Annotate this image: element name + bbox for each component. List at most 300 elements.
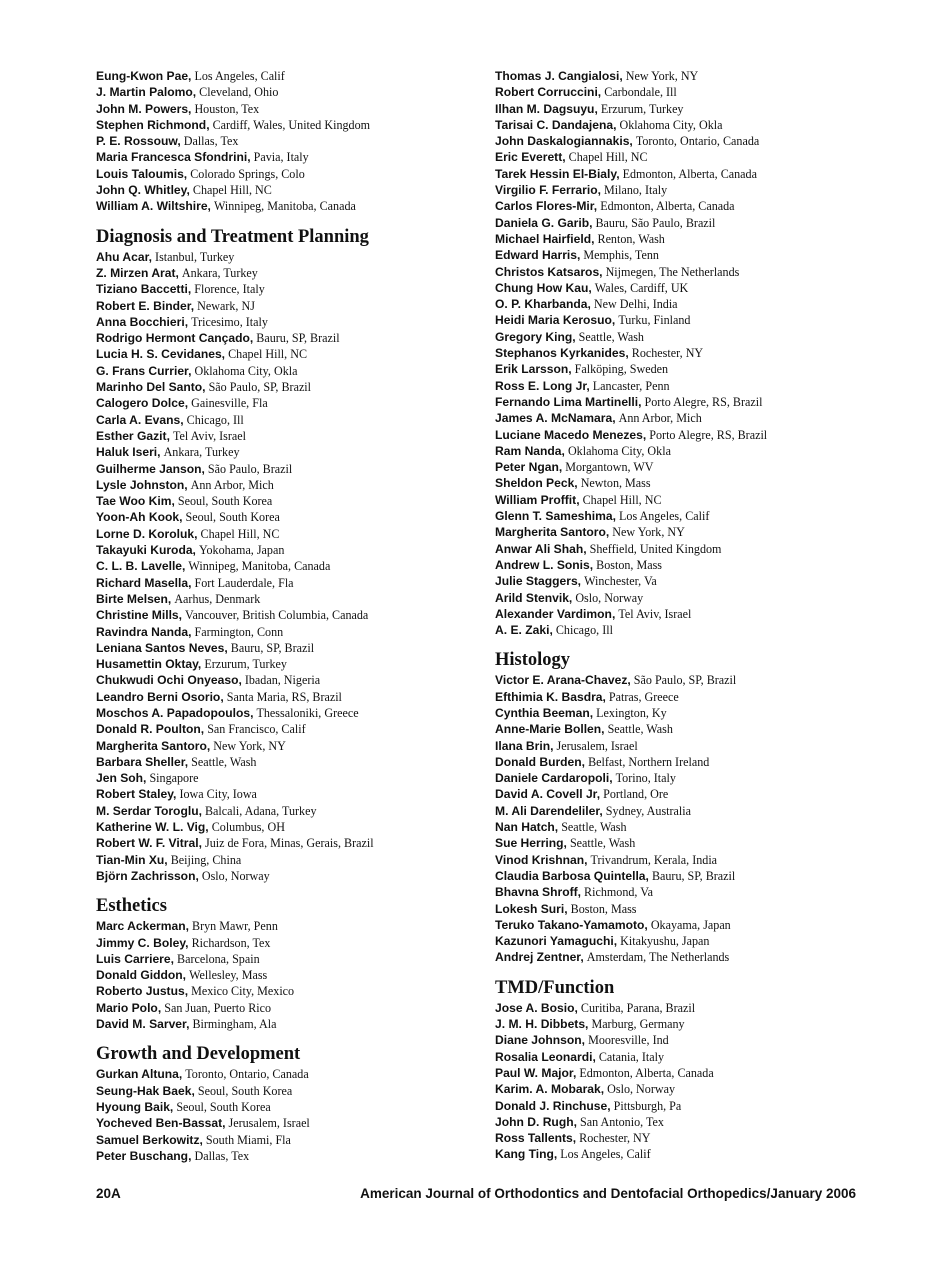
reviewer-entry [96,1000,481,1016]
reviewer-name: Michael Hairfield, [495,231,595,246]
reviewer-entry [495,835,895,851]
reviewer-entry [495,1098,895,1114]
reviewer-section [495,966,895,1163]
reviewer-name: Ahu Acar, [96,249,153,264]
reviewer-location: Lancaster, Penn [592,378,670,393]
reviewer-entry [96,1083,481,1099]
reviewer-name: Victor E. Arana-Chavez, [495,673,631,688]
reviewer-entry [96,314,481,330]
reviewer-location: Wales, Cardiff, UK [594,280,689,295]
reviewer-location: Dallas, Tex [194,1148,250,1163]
reviewer-entry [96,656,481,672]
reviewer-location: Tel Aviv, Israel [172,428,247,443]
reviewer-name: Karim. A. Mobarak, [495,1082,605,1097]
reviewer-location: Curitiba, Parana, Brazil [580,1000,696,1015]
reviewer-location: Santa Maria, RS, Brazil [226,689,342,704]
reviewer-entry [495,1146,895,1162]
reviewer-name: Tarisai C. Dandajena, [495,117,617,132]
reviewer-name: Alexander Vardimon, [495,606,616,621]
reviewer-name: Ravindra Nanda, [96,624,192,639]
reviewer-location: Farmington, Conn [194,624,284,639]
reviewer-entry [495,1081,895,1097]
reviewer-location: Barcelona, Spain [177,951,260,966]
reviewer-entry [96,1115,481,1131]
reviewer-name: Mario Polo, [96,1000,162,1015]
reviewer-location: Chicago, Ill [186,412,244,427]
reviewer-entry [96,738,481,754]
reviewer-location: Seoul, South Korea [197,1083,293,1098]
reviewer-name: Samuel Berkowitz, [96,1132,203,1147]
reviewer-entry [96,198,481,214]
reviewer-location: Ann Arbor, Mich [618,411,702,426]
reviewer-location: Florence, Italy [194,282,265,297]
reviewer-entry [495,819,895,835]
reviewer-entry [495,280,895,296]
reviewer-name: Jen Soh, [96,771,147,786]
reviewer-name: Leandro Berni Osorio, [96,689,224,704]
reviewer-entry [495,182,895,198]
reviewer-name: Anwar Ali Shah, [495,541,587,556]
reviewer-location: Chapel Hill, NC [568,150,648,165]
reviewer-entry [495,884,895,900]
reviewer-location: Colorado Springs, Colo [190,166,305,181]
reviewer-location: Wellesley, Mass [189,968,268,983]
reviewer-name: Virgilio F. Ferrario, [495,183,601,198]
reviewer-name: Teruko Takano-Yamamoto, [495,917,648,932]
reviewer-name: Chukwudi Ochi Onyeaso, [96,673,242,688]
left-column [96,68,481,1164]
reviewer-entry [495,852,895,868]
reviewer-name: Carla A. Evans, [96,412,184,427]
reviewer-location: Seoul, South Korea [185,510,280,525]
reviewer-entry [495,84,895,100]
reviewer-name: Moschos A. Papadopoulos, [96,705,254,720]
reviewer-location: New York, NY [213,738,286,753]
reviewer-name: Peter Buschang, [96,1148,192,1163]
reviewer-location: Okayama, Japan [650,917,731,932]
reviewer-location: Erzurum, Turkey [600,101,684,116]
reviewer-name: John Q. Whitley, [96,183,190,198]
reviewer-section [96,1032,481,1164]
reviewer-entry [495,68,895,84]
reviewer-name: Ilana Brin, [495,738,554,753]
reviewer-entry [495,738,895,754]
reviewer-location: Jerusalem, Israel [556,738,638,753]
page-number: 20A [96,1186,121,1201]
reviewer-name: Donald J. Rinchuse, [495,1098,611,1113]
reviewer-location: Mexico City, Mexico [191,984,295,999]
reviewer-entry [96,298,481,314]
reviewer-entry [96,149,481,165]
reviewer-entry [96,591,481,607]
reviewer-name: Anne-Marie Bollen, [495,722,605,737]
reviewer-name: James A. McNamara, [495,411,616,426]
reviewer-entry [96,983,481,999]
reviewer-name: Rodrigo Hermont Cançado, [96,331,254,346]
reviewer-location: Portland, Ore [603,787,669,802]
reviewer-entry [96,461,481,477]
reviewer-location: Renton, Wash [597,231,665,246]
reviewer-name: Barbara Sheller, [96,754,189,769]
reviewer-location: Newton, Mass [580,476,651,491]
reviewer-location: Ibadan, Nigeria [244,673,321,688]
reviewer-name: Birte Melsen, [96,591,172,606]
reviewer-entry [495,492,895,508]
reviewer-name: Cynthia Beeman, [495,705,594,720]
reviewer-section [96,68,481,215]
reviewer-name: Kang Ting, [495,1147,558,1162]
reviewer-location: Memphis, Tenn [583,248,659,263]
reviewer-location: Erzurum, Turkey [204,657,287,672]
reviewer-name: John Daskalogiannakis, [495,134,633,149]
reviewer-location: Marburg, Germany [591,1017,685,1032]
reviewer-entry [96,182,481,198]
reviewer-name: Yoon-Ah Kook, [96,510,183,525]
reviewer-entry [495,133,895,149]
reviewer-location: Rochester, NY [631,346,704,361]
reviewer-location: Cardiff, Wales, United Kingdom [212,117,371,132]
reviewer-name: Carlos Flores-Mir, [495,199,598,214]
reviewer-entry [96,754,481,770]
reviewer-name: Tian-Min Xu, [96,852,168,867]
reviewer-name: Robert Staley, [96,787,177,802]
reviewer-entry [96,721,481,737]
reviewer-location: Catania, Italy [598,1049,664,1064]
reviewer-location: South Miami, Fla [205,1132,291,1147]
reviewer-name: Stephen Richmond, [96,117,210,132]
reviewer-entry [96,526,481,542]
section-heading: Growth and Development [96,1044,301,1065]
reviewer-entry [96,1132,481,1148]
reviewer-location: Tel Aviv, Israel [618,606,692,621]
reviewer-entry [96,68,481,84]
reviewer-location: Los Angeles, Calif [619,509,710,524]
reviewer-name: J. M. H. Dibbets, [495,1017,589,1032]
reviewer-location: Seattle, Wash [569,836,636,851]
reviewer-name: Eung-Kwon Pae, [96,69,192,83]
reviewer-entry [495,215,895,231]
reviewer-entry [96,509,481,525]
reviewer-entry [96,249,481,265]
reviewer-entry [96,918,481,934]
section-heading: TMD/Function [495,977,615,998]
reviewer-location: Yokohama, Japan [198,543,285,558]
reviewer-name: Daniele Cardaropoli, [495,771,613,786]
reviewer-name: Efthimia K. Basdra, [495,689,606,704]
reviewer-entry [495,198,895,214]
reviewer-location: Oslo, Norway [607,1082,675,1097]
reviewer-name: Tiziano Baccetti, [96,282,192,297]
reviewer-location: Birmingham, Ala [192,1017,277,1032]
reviewer-name: Jimmy C. Boley, [96,935,189,950]
reviewer-location: Edmonton, Alberta, Canada [579,1065,714,1080]
reviewer-location: Mooresville, Ind [588,1033,669,1048]
reviewer-location: New York, NY [612,525,685,540]
reviewer-location: San Francisco, Calif [207,722,306,737]
reviewer-name: Robert W. F. Vitral, [96,836,202,851]
reviewer-name: Sue Herring, [495,836,567,851]
reviewer-location: Pavia, Italy [253,150,309,165]
reviewer-name: Maria Francesca Sfondrini, [96,150,251,165]
reviewer-location: Istanbul, Turkey [155,249,235,264]
reviewer-entry [495,1049,895,1065]
reviewer-entry [495,247,895,263]
reviewer-name: David A. Covell Jr, [495,787,601,802]
reviewer-name: Guilherme Janson, [96,461,205,476]
reviewer-location: Seoul, South Korea [177,494,273,509]
reviewer-location: Edmonton, Alberta, Canada [622,166,757,181]
reviewer-name: Lorne D. Koroluk, [96,526,198,541]
reviewer-name: William A. Wiltshire, [96,199,211,214]
reviewer-entry [495,1130,895,1146]
section-heading: Histology [495,650,571,671]
reviewer-location: Sheffield, United Kingdom [589,541,722,556]
reviewer-entry [96,428,481,444]
reviewer-location: Milano, Italy [604,183,668,198]
reviewer-name: Christine Mills, [96,608,183,623]
reviewer-name: Edward Harris, [495,248,581,263]
reviewer-location: Cleveland, Ohio [199,85,279,100]
reviewer-location: New Delhi, India [593,297,678,312]
reviewer-entry [495,1065,895,1081]
reviewer-location: Patras, Greece [608,689,679,704]
reviewer-entry [495,901,895,917]
reviewer-name: Ross E. Long Jr, [495,378,590,393]
reviewer-entry [96,1016,481,1032]
reviewer-entry [495,524,895,540]
reviewer-location: Seattle, Wash [607,722,673,737]
reviewer-name: Tae Woo Kim, [96,494,175,509]
reviewer-location: Aarhus, Denmark [174,591,261,606]
reviewer-name: C. L. B. Lavelle, [96,559,186,574]
reviewer-entry [495,1032,895,1048]
reviewer-name: Christos Katsaros, [495,264,603,279]
reviewer-name: M. Ali Darendeliler, [495,803,603,818]
reviewer-name: Luciane Macedo Menezes, [495,427,647,442]
reviewer-entry [495,149,895,165]
reviewer-location: Seattle, Wash [561,820,627,835]
reviewer-name: Gurkan Altuna, [96,1067,183,1082]
reviewer-name: Lokesh Suri, [495,901,568,916]
reviewer-name: Bhavna Shroff, [495,885,582,900]
reviewer-entry [96,624,481,640]
section-heading: Diagnosis and Treatment Planning [96,226,369,247]
reviewer-location: Bauru, SP, Brazil [651,868,736,883]
reviewer-location: Chapel Hill, NC [582,492,662,507]
reviewer-location: Bauru, SP, Brazil [256,331,340,346]
reviewer-location: Amsterdam, The Netherlands [586,950,730,965]
reviewer-section [495,638,895,965]
reviewer-entry [495,803,895,819]
reviewer-name: Lucia H. S. Cevidanes, [96,347,226,362]
reviewer-entry [495,786,895,802]
reviewer-entry [495,705,895,721]
reviewer-entry [495,459,895,475]
reviewer-location: Oklahoma City, Okla [194,363,298,378]
reviewer-name: Marinho Del Santo, [96,380,206,395]
reviewer-location: Belfast, Northern Ireland [588,754,710,769]
reviewer-location: Bauru, SP, Brazil [230,640,315,655]
reviewer-entry [96,265,481,281]
reviewer-name: Lysle Johnston, [96,477,188,492]
reviewer-name: Roberto Justus, [96,984,189,999]
reviewer-entry [96,868,481,884]
reviewer-entry [96,444,481,460]
reviewer-entry [96,640,481,656]
reviewer-entry [96,1066,481,1082]
reviewer-name: Ross Tallents, [495,1131,577,1146]
reviewer-entry [495,606,895,622]
reviewer-location: San Juan, Puerto Rico [164,1000,272,1015]
reviewer-entry [495,329,895,345]
reviewer-location: Trivandrum, Kerala, India [590,852,718,867]
reviewer-name: Seung-Hak Baek, [96,1083,195,1098]
reviewer-section [495,68,895,638]
reviewer-location: Dallas, Tex [183,134,239,149]
reviewer-entry [96,575,481,591]
reviewer-location: Ankara, Turkey [163,445,240,460]
reviewer-name: Robert Corruccini, [495,85,602,100]
reviewer-entry [96,133,481,149]
reviewer-location: Seoul, South Korea [176,1099,271,1114]
reviewer-location: Oslo, Norway [575,590,644,605]
reviewer-entry [96,607,481,623]
reviewer-entry [96,819,481,835]
reviewer-name: Hyoung Baik, [96,1099,174,1114]
reviewer-entry [96,379,481,395]
reviewer-location: Boston, Mass [570,901,637,916]
reviewer-name: Eric Everett, [495,150,566,165]
reviewer-name: Donald Giddon, [96,968,187,983]
reviewer-location: Oklahoma City, Okla [567,443,671,458]
reviewer-entry [495,231,895,247]
reviewer-entry [96,835,481,851]
reviewer-name: Fernando Lima Martinelli, [495,394,642,409]
reviewer-name: Björn Zachrisson, [96,868,199,883]
reviewer-location: Toronto, Ontario, Canada [635,134,760,149]
reviewer-location: Singapore [149,771,199,786]
reviewer-location: Kitakyushu, Japan [620,934,710,949]
reviewer-entry [495,508,895,524]
reviewer-entry [96,852,481,868]
reviewer-entry [495,541,895,557]
reviewer-entry [495,721,895,737]
reviewer-entry [96,395,481,411]
reviewer-entry [96,412,481,428]
reviewer-entry [495,166,895,182]
reviewer-location: Bryn Mawr, Penn [192,919,278,934]
reviewer-location: Jerusalem, Israel [228,1116,310,1131]
reviewer-name: Thomas J. Cangialosi, [495,69,623,83]
reviewer-location: Toronto, Ontario, Canada [185,1067,309,1082]
reviewer-entry [96,493,481,509]
reviewer-entry [495,427,895,443]
reviewer-location: Chapel Hill, NC [228,347,308,362]
reviewer-location: Sydney, Australia [605,803,692,818]
reviewer-entry [495,475,895,491]
reviewer-location: Beijing, China [170,852,242,867]
reviewer-name: Sheldon Peck, [495,476,578,491]
reviewer-entry [495,117,895,133]
reviewer-entry [495,689,895,705]
reviewer-entry [495,933,895,949]
reviewer-location: São Paulo, SP, Brazil [633,673,737,688]
reviewer-name: Jose A. Bosio, [495,1000,578,1015]
reviewer-location: Ann Arbor, Mich [190,477,274,492]
reviewer-entry [96,803,481,819]
reviewer-name: Gregory King, [495,329,576,344]
reviewer-location: Los Angeles, Calif [560,1147,651,1162]
reviewer-entry [495,770,895,786]
reviewer-location: Oslo, Norway [201,868,270,883]
reviewer-name: Esther Gazit, [96,428,170,443]
reviewer-location: Richmond, Va [584,885,654,900]
reviewer-location: Torino, Italy [615,771,676,786]
reviewer-location: Houston, Tex [194,101,260,116]
reviewer-location: Lexington, Ky [596,705,667,720]
reviewer-name: Ilhan M. Dagsuyu, [495,101,598,116]
reviewer-entry [495,410,895,426]
reviewer-name: M. Serdar Toroglu, [96,803,202,818]
reviewer-name: Rosalia Leonardi, [495,1049,596,1064]
reviewer-entry [96,84,481,100]
reviewer-entry [495,754,895,770]
reviewer-entry [495,378,895,394]
reviewer-location: São Paulo, SP, Brazil [208,380,312,395]
reviewer-name: Luis Carriere, [96,951,174,966]
reviewer-name: O. P. Kharbanda, [495,297,591,312]
reviewer-entry [495,101,895,117]
reviewer-location: Chapel Hill, NC [200,526,280,541]
reviewer-location: Chapel Hill, NC [192,183,272,198]
reviewer-location: Oklahoma City, Okla [619,117,723,132]
reviewer-entry [495,917,895,933]
journal-citation: American Journal of Orthodontics and Dentofacial Orthopedics/January 2006 [360,1186,856,1201]
reviewer-location: Nijmegen, The Netherlands [605,264,740,279]
reviewer-location: Iowa City, Iowa [179,787,257,802]
reviewer-location: Balcali, Adana, Turkey [204,803,317,818]
reviewer-name: Stephanos Kyrkanides, [495,346,629,361]
reviewer-entry [495,361,895,377]
reviewer-location: Rochester, NY [579,1131,651,1146]
reviewer-location: Tricesimo, Italy [191,314,268,329]
reviewer-entry [96,101,481,117]
reviewer-name: Tarek Hessin El-Bialy, [495,166,620,181]
reviewer-location: Edmonton, Alberta, Canada [600,199,735,214]
reviewer-entry [495,394,895,410]
reviewer-name: Donald R. Poulton, [96,722,205,737]
reviewer-location: Morgantown, WV [565,460,654,475]
reviewer-entry [96,281,481,297]
reviewer-entry [495,296,895,312]
reviewer-name: John M. Powers, [96,101,192,116]
reviewer-name: Anna Bocchieri, [96,314,189,329]
reviewer-entry [495,557,895,573]
reviewer-name: Julie Staggers, [495,574,582,589]
reviewer-name: Margherita Santoro, [495,525,610,540]
reviewer-location: Carbondale, Ill [604,85,677,100]
reviewer-location: Falköping, Sweden [574,362,669,377]
reviewer-location: Porto Alegre, RS, Brazil [649,427,768,442]
reviewer-entry [96,1099,481,1115]
reviewer-name: Paul W. Major, [495,1065,577,1080]
reviewer-name: Andrew L. Sonis, [495,557,594,572]
reviewer-name: Z. Mirzen Arat, [96,265,179,280]
reviewer-location: Chicago, Ill [555,623,613,638]
reviewer-location: São Paulo, Brazil [207,461,293,476]
reviewer-entry [495,264,895,280]
reviewer-name: Glenn T. Sameshima, [495,509,616,524]
